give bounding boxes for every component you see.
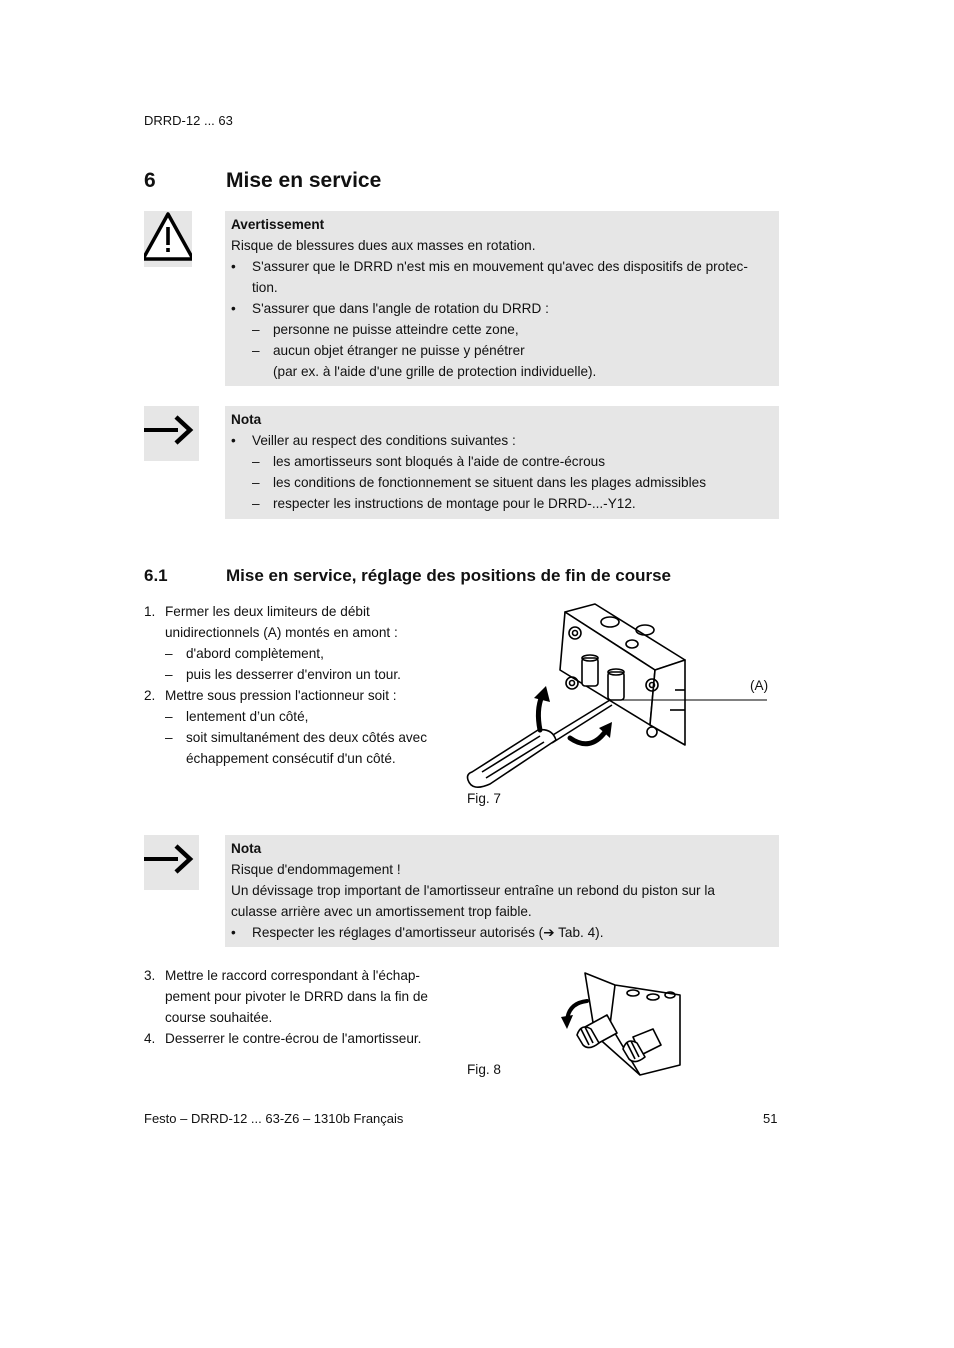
warning-bullet-text: S'assurer que le DRRD n'est mis en mouvement qu'avec des dispositifs de protec- — [252, 259, 748, 274]
step-item — [144, 685, 444, 706]
dash-mark: – — [252, 322, 260, 337]
steps-list — [144, 601, 444, 769]
running-header: DRRD-12 ... 63 — [144, 113, 233, 128]
warning-dash-item — [231, 340, 773, 361]
step-item — [144, 1028, 444, 1049]
section-number: 6 — [144, 169, 156, 192]
step-text: Mettre le raccord correspondant à l'échap- — [165, 968, 420, 983]
bullet-mark: • — [231, 301, 236, 316]
step-cont: unidirectionnels (A) montés en amont : — [165, 625, 398, 640]
dash-mark: – — [252, 475, 260, 490]
warning-bullet — [231, 298, 773, 319]
warning-title: Avertissement — [231, 217, 325, 232]
step-item — [144, 601, 444, 622]
note-dash-text: les conditions de fonctionnement se situent dans les plages admissibles — [273, 475, 706, 490]
note-text: Un dévissage trop important de l'amortisseur entraîne un rebond du piston sur la — [231, 883, 715, 898]
dash-mark: – — [165, 667, 173, 682]
warning-bullet-cont: tion. — [252, 280, 278, 295]
warning-bullet — [231, 256, 773, 277]
step-dash-cont: échappement consécutif d'un côté. — [186, 751, 396, 766]
note-text: Risque d'endommagement ! — [231, 862, 401, 877]
figure-8-drawing — [555, 965, 685, 1080]
step-dash-text: soit simultanément des deux côtés avec — [186, 730, 428, 745]
dash-mark: – — [165, 709, 173, 724]
note-bullet — [231, 430, 773, 451]
figure-7-drawing — [460, 600, 780, 790]
step-cont: course souhaitée. — [165, 1010, 273, 1025]
arrow-right-icon — [144, 406, 199, 461]
step-cont: pement pour pivoter le DRRD dans la fin de — [165, 989, 428, 1004]
note-dash-text: les amortisseurs sont bloqués à l'aide de contre-écrous — [273, 454, 606, 469]
note-title: Nota — [231, 412, 262, 427]
warning-dash-text: aucun objet étranger ne puisse y pénétrer — [273, 343, 525, 358]
note-bullet — [231, 922, 773, 943]
dash-mark: – — [252, 343, 260, 358]
note-dash-item — [231, 451, 773, 472]
step-dash-text: lentement d’un côté, — [186, 709, 309, 724]
note-box — [225, 406, 779, 519]
step-dash-text: puis les desserrer d'environ un tour. — [186, 667, 401, 682]
dash-mark: – — [165, 730, 173, 745]
warning-box — [225, 211, 779, 386]
warning-dash-text: personne ne puisse atteindre cette zone, — [273, 322, 519, 337]
arrow-right-icon — [144, 835, 199, 890]
step-text: Mettre sous pression l'actionneur soit : — [165, 688, 397, 703]
note-icon-box — [144, 835, 199, 890]
note-bullet-text: Veiller au respect des conditions suivantes : — [252, 433, 516, 448]
dash-mark: – — [252, 454, 260, 469]
step-dash-item — [144, 706, 444, 727]
warning-intro: Risque de blessures dues aux masses en rotation. — [231, 238, 536, 253]
step-text: Fermer les deux limiteurs de débit — [165, 604, 370, 619]
step-number: 4. — [144, 1031, 156, 1046]
figure-7-caption: Fig. 7 — [467, 791, 501, 806]
step-number: 1. — [144, 604, 156, 619]
warning-icon-box — [144, 211, 192, 267]
step-item — [144, 965, 444, 986]
subsection-title: Mise en service, réglage des positions de fin de course — [226, 566, 671, 585]
step-text: Desserrer le contre-écrou de l'amortisseur. — [165, 1031, 422, 1046]
note-dash-item — [231, 493, 773, 514]
step-dash-item — [144, 727, 444, 748]
note-dash-text: respecter les instructions de montage pour le DRRD-...-Y12. — [273, 496, 636, 511]
step-dash-text: d'abord complètement, — [186, 646, 324, 661]
bullet-mark: • — [231, 259, 236, 274]
step-dash-item — [144, 643, 444, 664]
note-dash-item — [231, 472, 773, 493]
warning-triangle-icon — [144, 211, 192, 267]
note-icon-box — [144, 406, 199, 461]
dash-mark: – — [252, 496, 260, 511]
note-bullet-text: Respecter les réglages d'amortisseur autorisés (➔ Tab. 4). — [252, 925, 604, 940]
figure-7-label-a: (A) — [750, 678, 769, 693]
step-number: 2. — [144, 688, 156, 703]
bullet-mark: • — [231, 433, 236, 448]
note-box — [225, 835, 779, 947]
dash-mark: – — [165, 646, 173, 661]
step-dash-item — [144, 664, 444, 685]
warning-dash-cont: (par ex. à l'aide d'une grille de protection individuelle). — [273, 364, 597, 379]
bullet-mark: • — [231, 925, 236, 940]
warning-bullet-text: S'assurer que dans l'angle de rotation du DRRD : — [252, 301, 549, 316]
page-number: 51 — [763, 1111, 778, 1126]
footer-text: Festo – DRRD-12 ... 63-Z6 – 1310b Français — [144, 1111, 404, 1126]
note-text: culasse arrière avec un amortissement trop faible. — [231, 904, 532, 919]
subsection-number: 6.1 — [144, 566, 168, 585]
note-title: Nota — [231, 841, 262, 856]
warning-dash-item — [231, 319, 773, 340]
steps-list — [144, 965, 444, 1049]
section-title: Mise en service — [226, 169, 382, 192]
step-number: 3. — [144, 968, 156, 983]
figure-8-caption: Fig. 8 — [467, 1062, 501, 1077]
